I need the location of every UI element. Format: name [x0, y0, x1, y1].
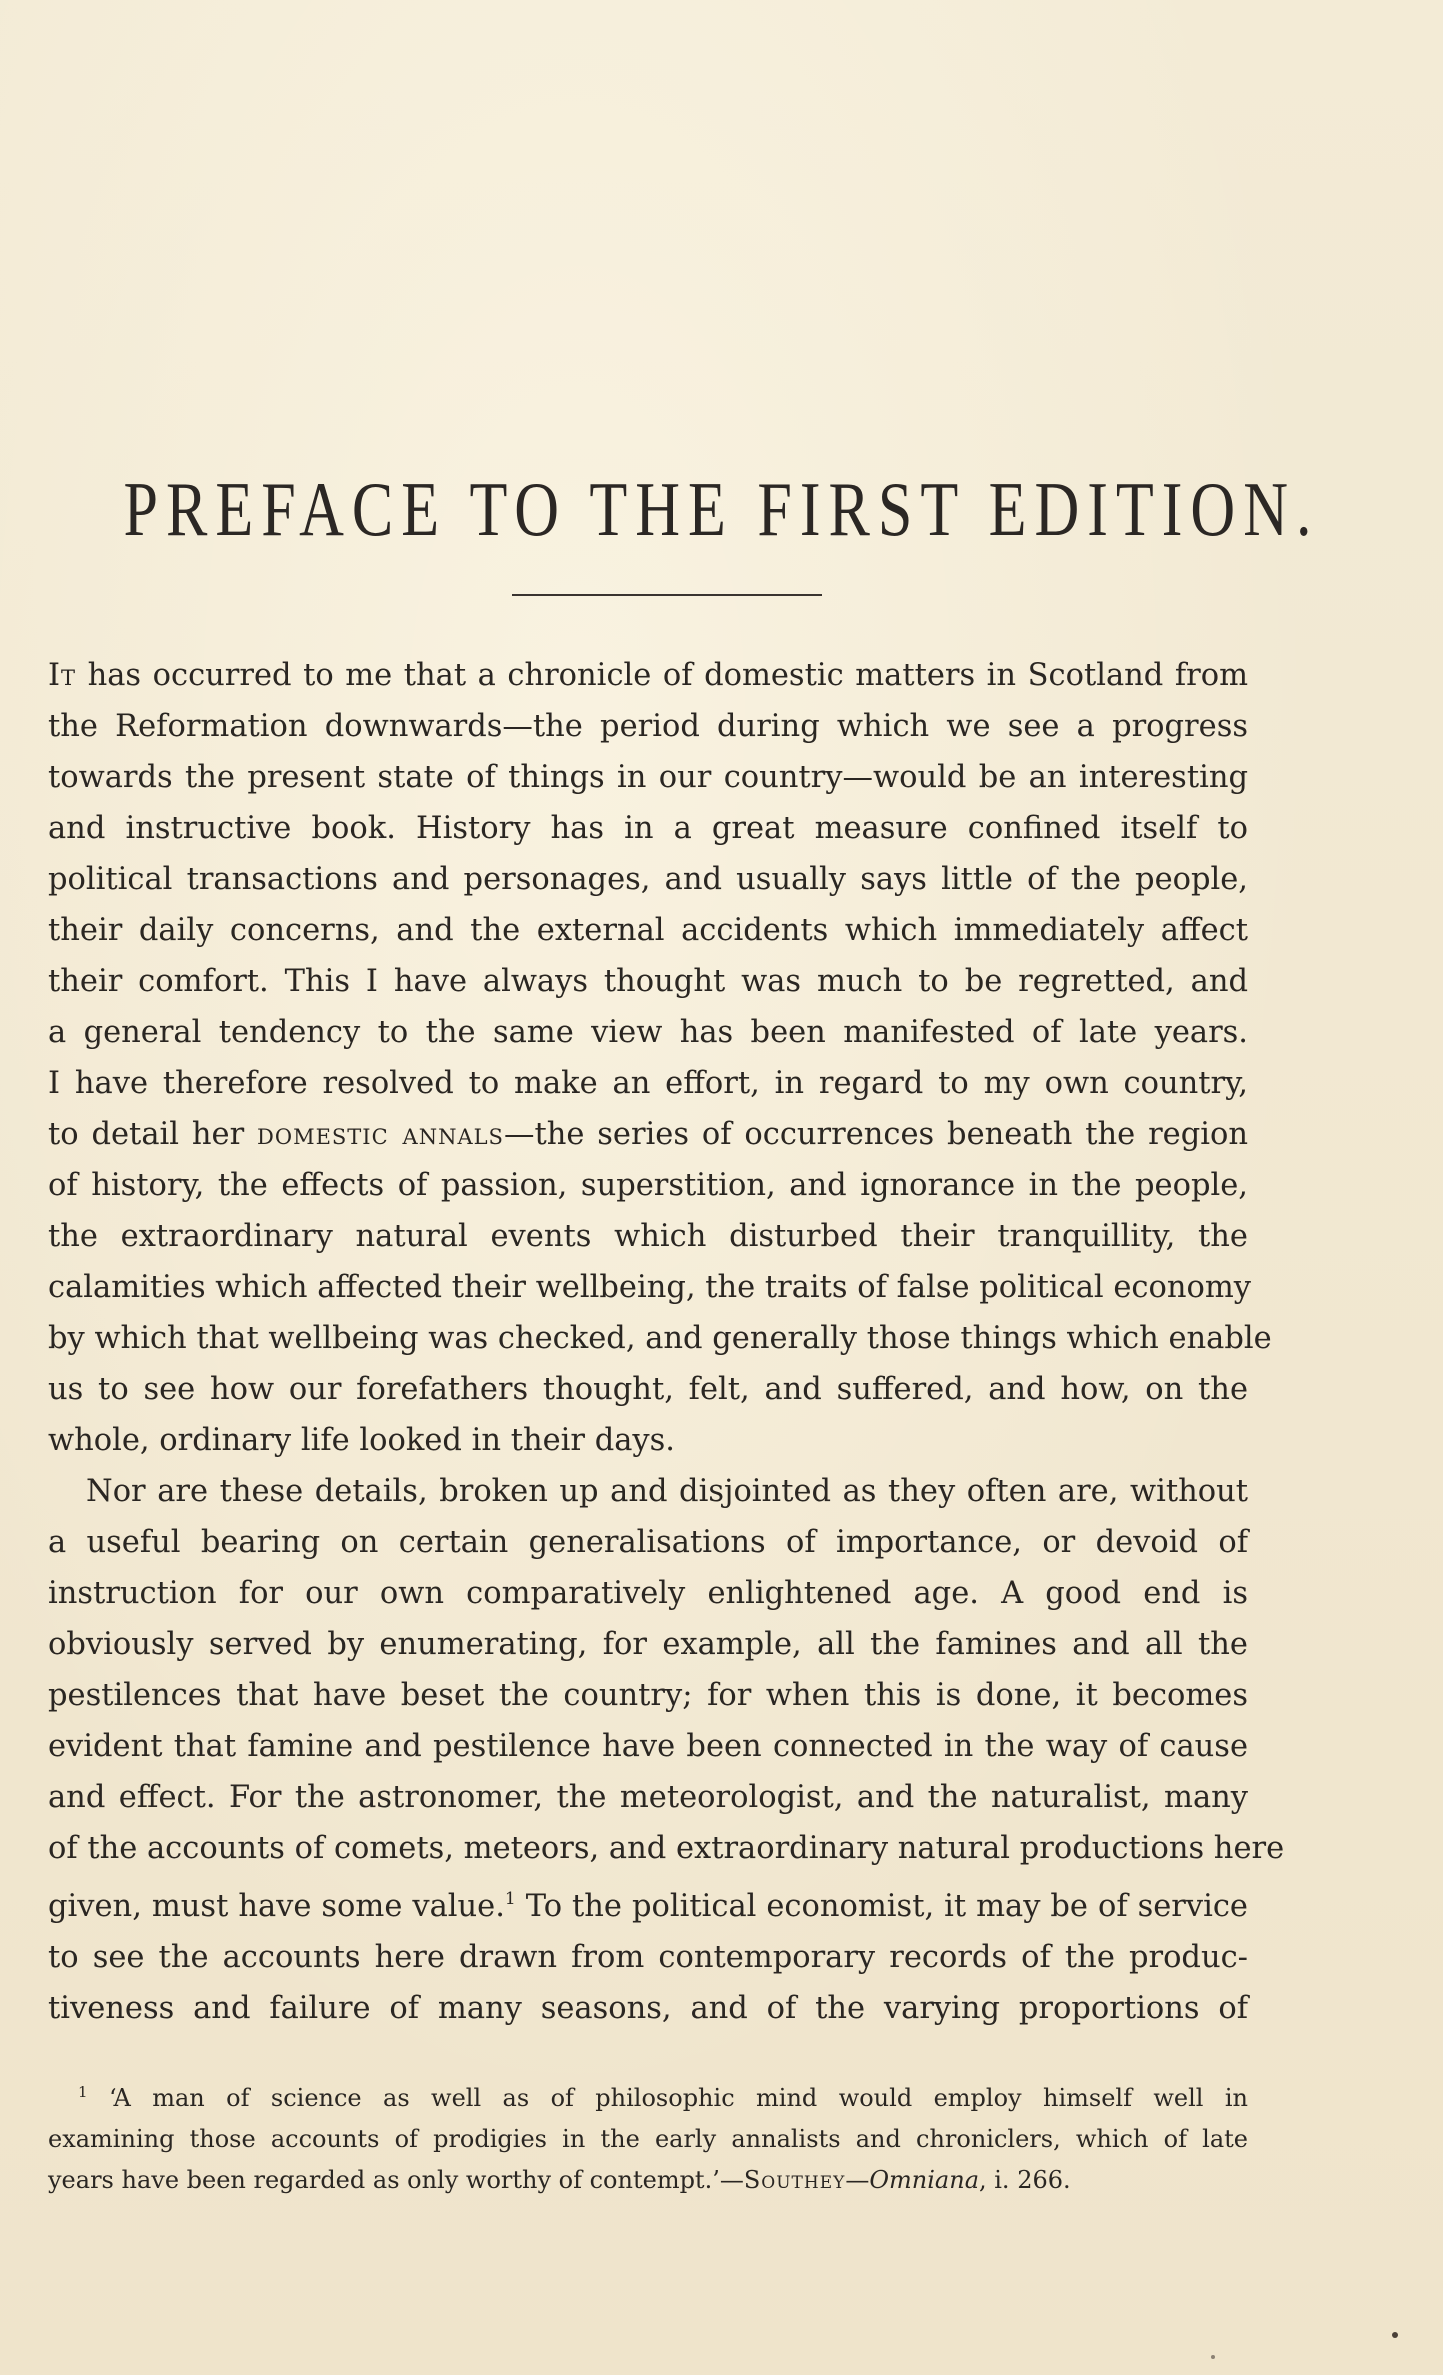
footnote: [48, 2072, 1248, 2201]
text-line: [48, 650, 1248, 701]
text-line: tiveness and failure of many seasons, and of the varying proportions of: [48, 1991, 1248, 2026]
text-line: to see the accounts here drawn from contemporary records of the produc-: [48, 1940, 1248, 1975]
footnote-author: Southey: [743, 2166, 846, 2194]
paper-speck: [1392, 2332, 1398, 2338]
text-line: of history, the effects of passion, superstition, and ignorance in the people,: [48, 1168, 1248, 1203]
text-line: us to see how our forefathers thought, felt, and suffered, and how, on the: [48, 1372, 1248, 1407]
text-line: the extraordinary natural events which disturbed their tranquillity, the: [48, 1219, 1248, 1254]
paper-speck: [1211, 2355, 1215, 2359]
text-line: a general tendency to the same view has been manifested of late years.: [48, 1015, 1248, 1050]
text-line: instruction for our own comparatively enlightened age. A good end is: [48, 1576, 1248, 1611]
footnote-text: ‘A man of science as well as of philosophic mind would employ himself well in: [108, 2084, 1248, 2112]
line-text: To the political economist, it may be of service: [515, 1889, 1248, 1924]
page-title: PREFACE TO THE FIRST EDITION.: [123, 467, 1320, 553]
dropcap-word: It: [48, 658, 77, 693]
text-line: their comfort. This I have always thought was much to be regretted, and: [48, 964, 1248, 999]
line-text: given, must have some value.: [48, 1889, 505, 1924]
text-line: whole, ordinary life looked in their days.: [48, 1423, 675, 1458]
text-line: I have therefore resolved to make an effort, in regard to my own country,: [48, 1066, 1248, 1101]
footnote-text: —: [845, 2166, 870, 2194]
text-line: obviously served by enumerating, for example, all the famines and all the: [48, 1627, 1248, 1662]
footnote-line: [48, 2160, 1248, 2201]
text-line: their daily concerns, and the external accidents which immediately affect: [48, 913, 1248, 948]
footnote-line: examining those accounts of prodigies in the early annalists and chroniclers, which of late: [48, 2125, 1248, 2153]
text-line: pestilences that have beset the country; for when this is done, it becomes: [48, 1678, 1248, 1713]
footnote-mark: 1: [78, 2083, 88, 2101]
text-line: a useful bearing on certain generalisations of importance, or devoid of: [48, 1525, 1248, 1560]
footnote-text: , i. 266.: [979, 2166, 1071, 2194]
text-line: calamities which affected their wellbeing, the traits of false political economy: [48, 1270, 1252, 1305]
footnote-reference-mark: 1: [504, 1889, 516, 1909]
title-rule-divider: [512, 594, 822, 596]
text-line: [48, 1109, 1248, 1160]
text-line: Nor are these details, broken up and disjointed as they often are, without: [86, 1474, 1248, 1509]
text-line: and instructive book. History has in a great measure confined itself to: [48, 811, 1248, 846]
footnote-work-title: Omniana: [869, 2166, 979, 2194]
line-text: has occurred to me that a chronicle of domestic matters in Scotland from: [76, 658, 1248, 693]
text-line: political transactions and personages, and usually says little of the people,: [48, 862, 1248, 897]
footnote-text: years have been regarded as only worthy of contempt.’—: [48, 2166, 744, 2194]
line-text: —the series of occurrences beneath the region: [503, 1117, 1248, 1152]
text-line: by which that wellbeing was checked, and generally those things which enable: [48, 1321, 1272, 1356]
text-line: the Reformation downwards—the period during which we see a progress: [48, 709, 1248, 744]
text-line: evident that famine and pestilence have been connected in the way of cause: [48, 1729, 1248, 1764]
text-line: towards the present state of things in our country—would be an interesting: [48, 760, 1248, 795]
text-line: of the accounts of comets, meteors, and extraordinary natural productions here: [48, 1831, 1285, 1866]
text-line: [48, 1874, 1248, 1932]
small-caps-phrase: domestic annals: [257, 1117, 504, 1152]
body-text: [48, 650, 1285, 2034]
footnote-line: [48, 2072, 1248, 2119]
text-line: and effect. For the astronomer, the meteorologist, and the naturalist, many: [48, 1780, 1248, 1815]
line-text: to detail her: [48, 1117, 258, 1152]
